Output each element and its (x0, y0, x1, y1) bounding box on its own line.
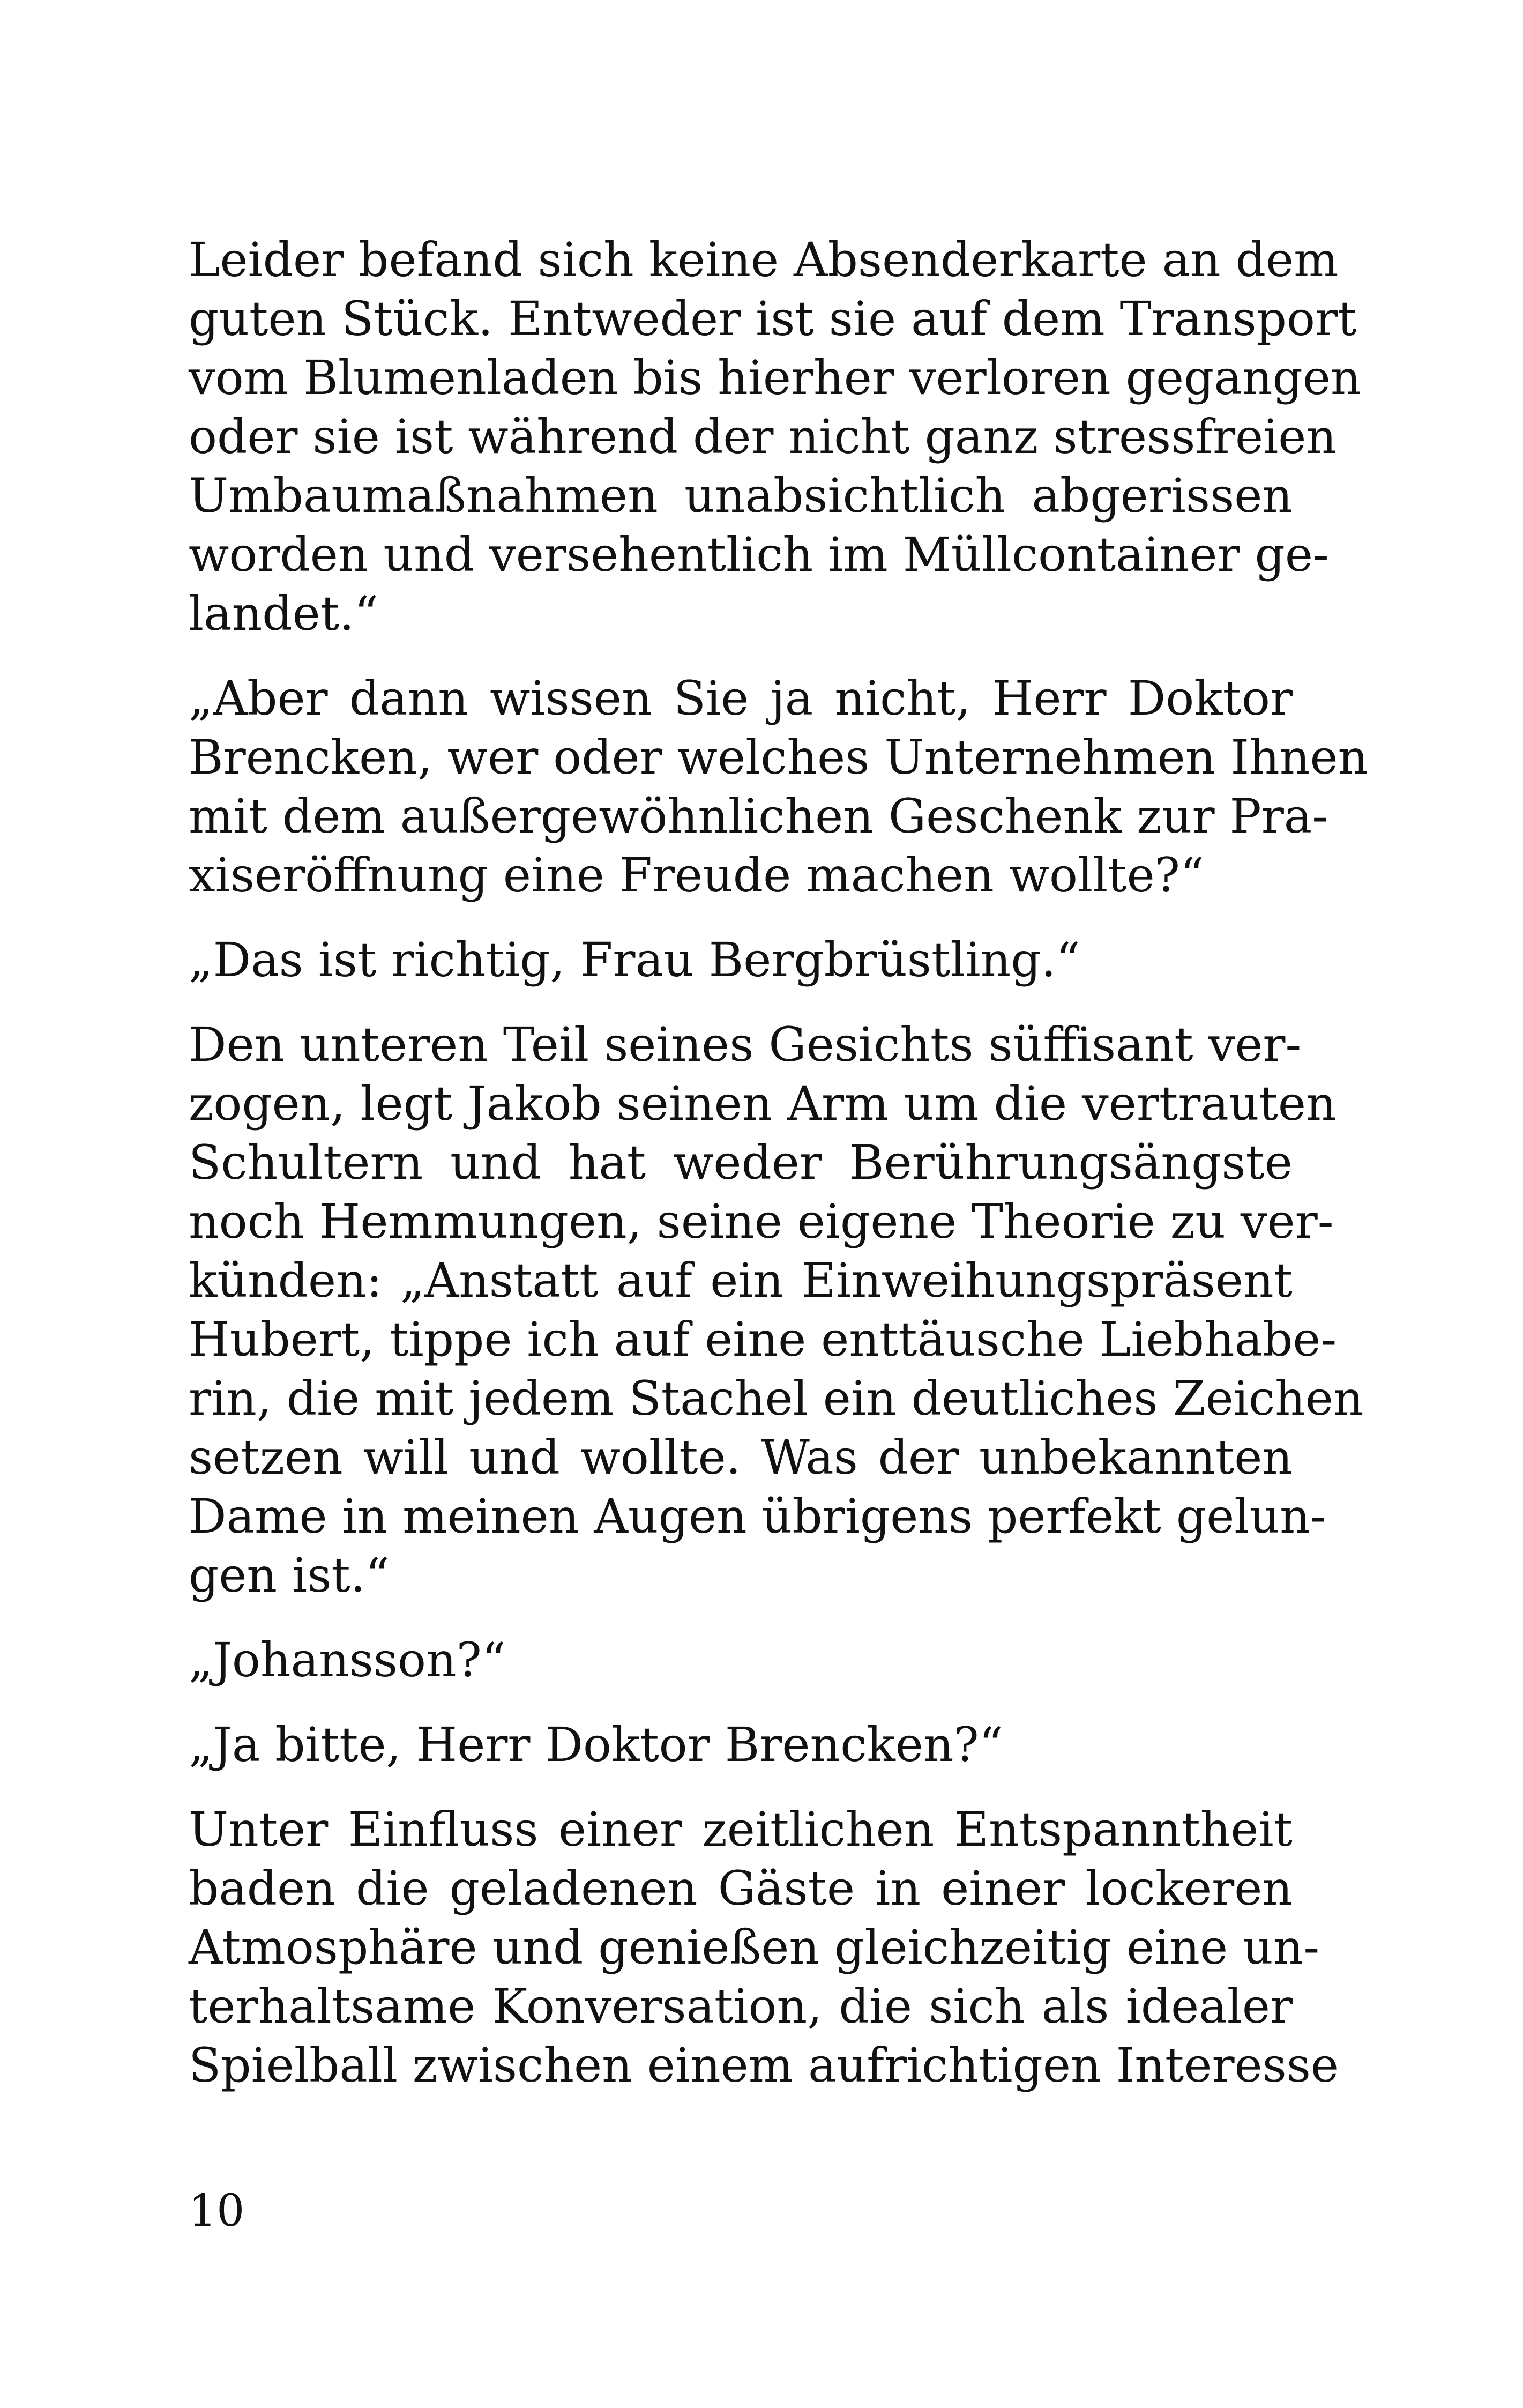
text-line: künden: „Anstatt auf ein Einweihungspräsent (189, 1253, 1293, 1308)
text-line: terhaltsame Konversation, die sich als idealer (189, 1979, 1293, 2034)
text-line: Spielball zwischen einem aufrichtigen Interesse (189, 2038, 1339, 2093)
paragraph (189, 1715, 1293, 1774)
text-line: oder sie ist während der nicht ganz stressfreien (189, 409, 1337, 464)
body-text (189, 231, 1369, 2121)
paragraph (189, 231, 1361, 643)
text-line: Den unteren Teil seines Gesichts süffisant ver- (189, 1017, 1302, 1072)
page-number: 10 (189, 2186, 245, 2236)
text-line: Brencken, wer oder welches Unternehmen Ihnen (189, 730, 1369, 785)
text-line: setzen will und wollte. Was der unbekannten (189, 1430, 1293, 1485)
text-line: vom Blumenladen bis hierher verloren gegangen (189, 350, 1361, 405)
text-line: Dame in meinen Augen übrigens perfekt gelun- (189, 1489, 1326, 1544)
text-line: „Aber dann wissen Sie ja nicht, Herr Doktor (189, 671, 1293, 726)
text-line: xiseröffnung eine Freude machen wollte?“ (189, 848, 1204, 903)
text-line: gen ist.“ (189, 1548, 390, 1603)
text-line: Unter Einfluss einer zeitlichen Entspanntheit (189, 1802, 1293, 1857)
text-line: rin, die mit jedem Stachel ein deutliches Zeichen (189, 1371, 1364, 1426)
text-line: Schultern und hat weder Berührungsängste (189, 1135, 1293, 1190)
text-line: zogen, legt Jakob seinen Arm um die vertrauten (189, 1076, 1337, 1131)
text-line: Umbaumaßnahmen unabsichtlich abgerissen (189, 468, 1293, 523)
paragraph (189, 1631, 1293, 1690)
text-line: landet.“ (189, 586, 379, 641)
paragraph (189, 669, 1369, 905)
paragraph (189, 931, 1293, 990)
text-line: Atmosphäre und genießen gleichzeitig eine un- (189, 1920, 1320, 1975)
paragraph (189, 1800, 1339, 2095)
text-line: guten Stück. Entweder ist sie auf dem Transport (189, 291, 1357, 346)
text-line: noch Hemmungen, seine eigene Theorie zu ver- (189, 1194, 1334, 1249)
text-line: Leider befand sich keine Absenderkarte an dem (189, 232, 1339, 287)
paragraph (189, 1015, 1364, 1605)
text-line: „Das ist richtig, Frau Bergbrüstling.“ (189, 932, 1080, 987)
text-line: Hubert, tippe ich auf eine enttäusche Liebhabe- (189, 1312, 1337, 1367)
text-line: mit dem außergewöhnlichen Geschenk zur Pra- (189, 789, 1328, 844)
text-line: „Ja bitte, Herr Doktor Brencken?“ (189, 1717, 1003, 1772)
text-line: „Johansson?“ (189, 1632, 506, 1688)
text-line: baden die geladenen Gäste in einer lockeren (189, 1861, 1293, 1916)
text-line: worden und versehentlich im Müllcontainer ge- (189, 527, 1329, 582)
